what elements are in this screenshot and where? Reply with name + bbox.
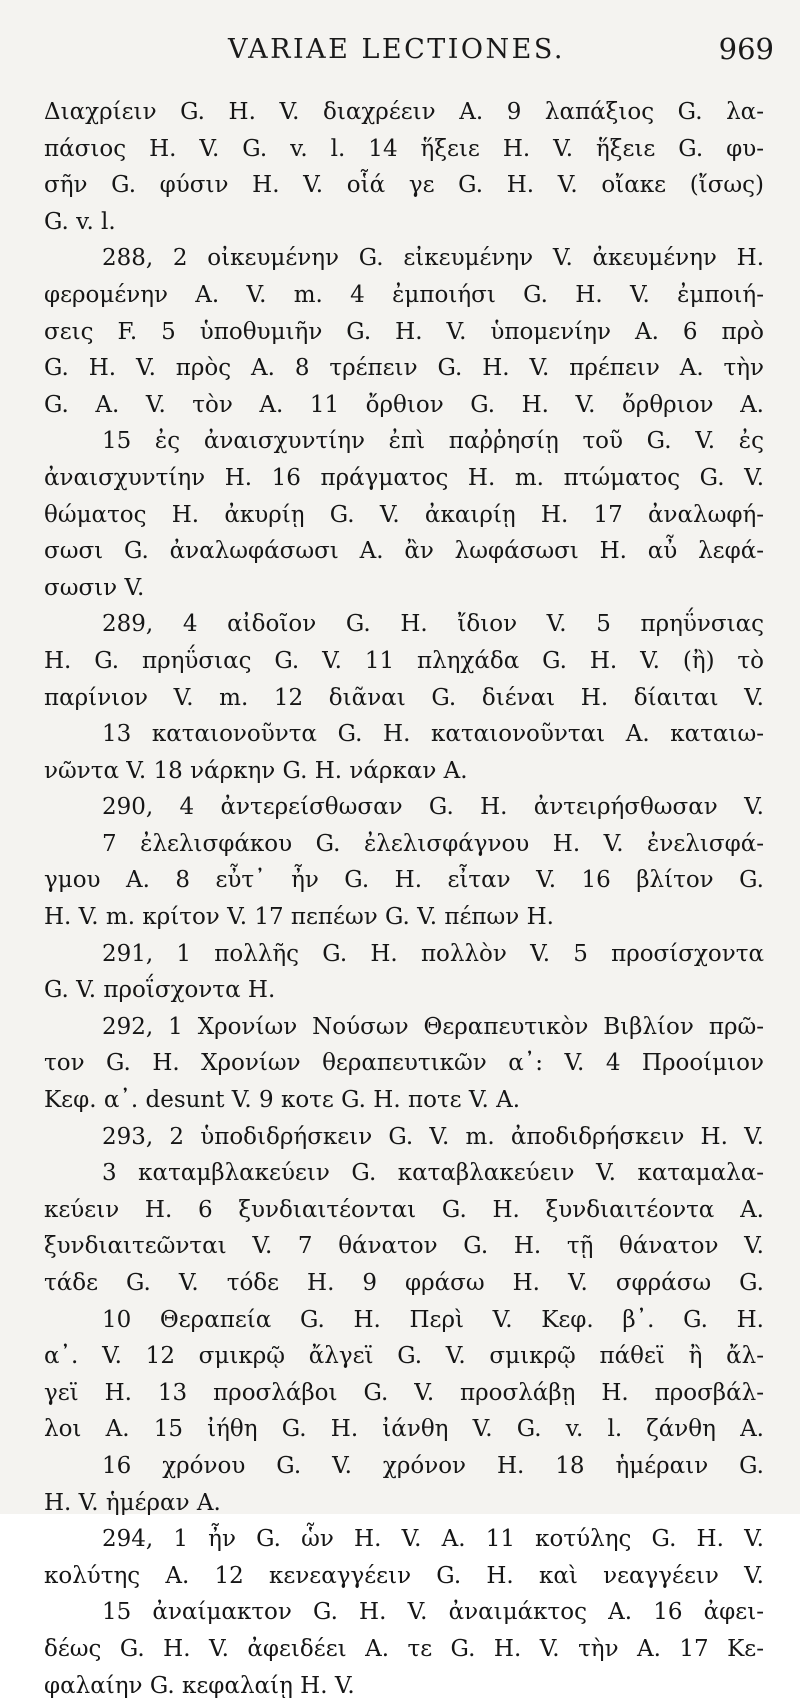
text-line: κεύειν H. 6 ξυνδιαιτέονται G. H. ξυνδιαιτέοντα A.: [44, 1196, 764, 1223]
text-line: φερομένην A. V. m. 4 ἐμποιήσι G. H. V. ἐμποιή-: [44, 281, 764, 308]
text-line: Διαχρίειν G. H. V. διαχρέειν A. 9 λαπάξιος G. λα-: [44, 99, 764, 125]
entry-heading-292: 292, 1 Χρονίων Νούσων Θεραπευτικὸν Βιβλίον πρῶ-: [102, 1013, 764, 1040]
text-line: ξυνδιαιτεῶνται V. 7 θάνατον G. H. τῇ θάνατον V.: [44, 1233, 764, 1260]
text-line: H. G. πρηΰσιας G. V. 11 πληχάδα G. H. V. (ἢ) τὸ: [44, 647, 764, 674]
page-number: 969: [718, 32, 774, 66]
text-line: θώματος H. ἀκυρίῃ G. V. ἀκαιρίῃ H. 17 ἀναλωφή-: [44, 501, 764, 528]
text-line: Κεφ. α᾽. desunt V. 9 κοτε G. H. ποτε V. A.: [44, 1087, 521, 1114]
text-line: G. H. V. πρὸς A. 8 τρέπειν G. H. V. πρέπειν A. τὴν: [44, 355, 764, 382]
text-line: κολύτης A. 12 κενεαγγέειν G. H. καὶ νεαγγέειν V.: [44, 1562, 764, 1589]
text-line: 7 ἐλελισφάκου G. ἐλελισφάγνου H. V. ἐνελισφά-: [102, 830, 764, 857]
text-line: G. A. V. τὸν A. 11 ὄρθιον G. H. V. ὄρθριον A.: [44, 391, 764, 418]
page-header: [0, 32, 800, 72]
entry-heading-291: 291, 1 πολλῆς G. H. πολλὸν V. 5 προσίσχοντα: [102, 940, 764, 967]
text-line: σωσιν V.: [44, 574, 145, 601]
text-line: παρίνιον V. m. 12 διᾶναι G. διέναι H. δίαιται V.: [44, 684, 764, 711]
entry-heading-289: 289, 4 αἰδοῖον G. H. ἴδιον V. 5 πρηΰνσιας: [102, 611, 764, 638]
text-line: πάσιος H. V. G. v. l. 14 ἥξειε H. V. ἥξειε G. φυ-: [44, 135, 764, 162]
running-title: VARIAE LECTIONES.: [228, 34, 566, 65]
entry-heading-293: 293, 2 ὑποδιδρήσκειν G. V. m. ἀποδιδρήσκειν H. V.: [102, 1123, 764, 1150]
text-line: G. v. l.: [44, 208, 116, 235]
text-line: δέως G. H. V. ἀφειδέει A. τε G. H. V. τὴν A. 17 Κε-: [44, 1635, 764, 1662]
text-line: H. V. m. κρίτον V. 17 πεπέων G. V. πέπων H.: [44, 904, 554, 931]
text-line: σωσι G. ἀναλωφάσωσι A. ἂν λωφάσωσι H. αὖ λεφά-: [44, 538, 764, 565]
text-line: γεϊ H. 13 προσλάβοι G. V. προσλάβῃ H. προσβάλ-: [44, 1379, 764, 1406]
entry-heading-294: 294, 1 ἦν G. ὧν H. V. A. 11 κοτύλης G. H. V.: [102, 1526, 764, 1553]
text-line: α᾽. V. 12 σμικρῷ ἄλγεϊ G. V. σμικρῷ πάθεϊ ἢ ἄλ-: [44, 1343, 764, 1370]
text-line: νῶντα V. 18 νάρκην G. H. νάρκαν A.: [44, 757, 468, 784]
text-line: H. V. ἡμέραν A.: [44, 1489, 221, 1516]
text-line: 15 ἀναίμακτον G. H. V. ἀναιμάκτος A. 16 ἀφει-: [102, 1599, 764, 1626]
text-line: σῆν G. φύσιν H. V. οἷά γε G. H. V. οἴακε (ἴσως): [44, 172, 764, 199]
text-line: 13 καταιονοῦντα G. H. καταιονοῦνται A. καταιω-: [102, 721, 764, 748]
text-line: λοι A. 15 ἰήθη G. H. ἰάνθη V. G. v. l. ζάνθη A.: [44, 1416, 764, 1443]
entry-heading-288: 288, 2 οἰκευμένην G. εἰκευμένην V. ἀκευμένην H.: [102, 245, 764, 272]
text-line: γμου A. 8 εὖτ᾽ ἦν G. H. εἶταν V. 16 βλίτον G.: [44, 867, 764, 894]
text-line: 16 χρόνου G. V. χρόνον H. 18 ἡμέραιν G.: [102, 1452, 764, 1479]
text-line: 15 ἐς ἀναισχυντίην ἐπὶ παῤῥησίῃ τοῦ G. V. ἐς: [102, 428, 764, 455]
text-line: σεις F. 5 ὑποθυμιῆν G. H. V. ὑπομενίην A. 6 πρὸ: [44, 318, 764, 345]
text-line: ἀναισχυντίην H. 16 πράγματος H. m. πτώματος G. V.: [44, 464, 764, 491]
text-line: 10 Θεραπεία G. H. Περὶ V. Κεφ. β᾽. G. H.: [102, 1306, 764, 1333]
text-line: 3 καταμβλακεύειν G. καταβλακεύειν V. καταμαλα-: [102, 1160, 764, 1187]
text-line: τον G. H. Χρονίων θεραπευτικῶν α᾽: V. 4 Προοίμιον: [44, 1050, 764, 1077]
text-line: G. V. προΐσχοντα H.: [44, 977, 276, 1004]
entry-heading-290: 290, 4 ἀντερείσθωσαν G. H. ἀντειρήσθωσαν V.: [102, 794, 764, 821]
text-line: τάδε G. V. τόδε H. 9 φράσω H. V. σφράσω G.: [44, 1270, 764, 1296]
apparatus-text: [44, 94, 764, 1704]
text-line: φαλαίην G. κεφαλαίῃ H. V.: [44, 1672, 355, 1699]
